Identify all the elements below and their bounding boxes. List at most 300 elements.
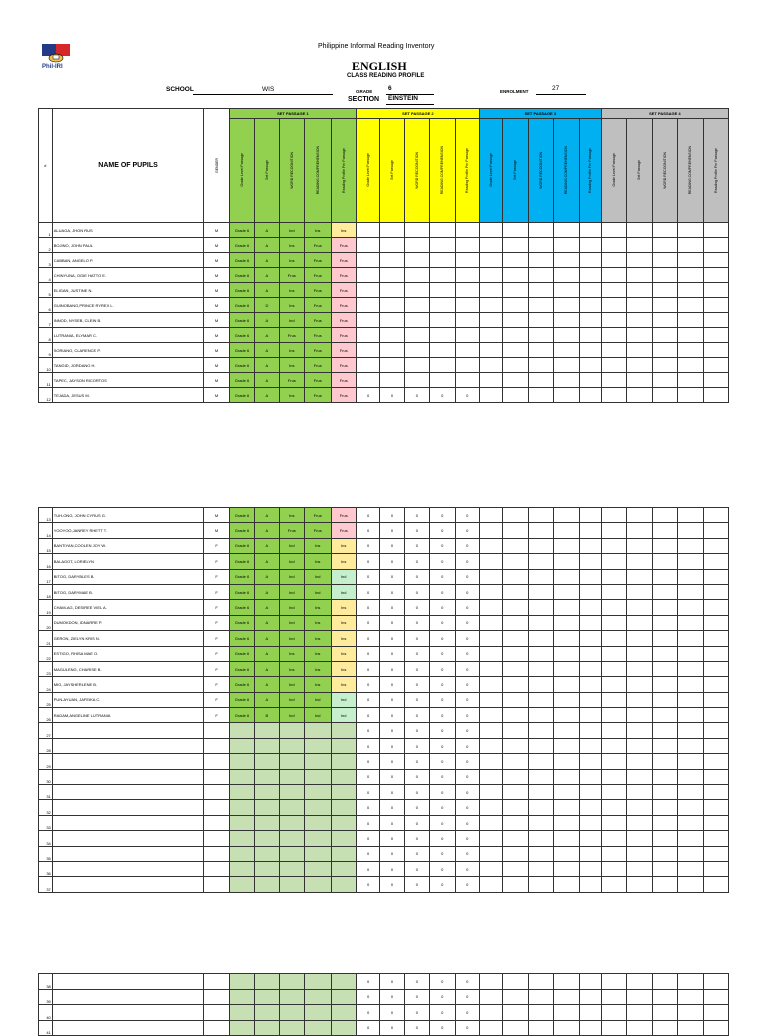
set2-cell: 0 <box>430 1005 455 1021</box>
set2-cell: 0 <box>356 677 379 692</box>
empty-cell <box>601 708 626 723</box>
empty-cell <box>503 223 528 238</box>
word-recognition-cell: Ind <box>279 677 304 692</box>
set2-cell: 0 <box>430 677 455 692</box>
empty-cell <box>627 877 652 892</box>
set-passage-cell: A <box>255 569 279 584</box>
empty-cell <box>503 388 528 403</box>
empty-cell <box>627 800 652 815</box>
reading-profile-cell <box>331 1005 356 1021</box>
empty-cell <box>703 313 729 328</box>
empty-cell <box>554 846 579 861</box>
empty-cell <box>528 861 553 876</box>
pupil-row <box>39 569 729 584</box>
pupil-row <box>39 358 729 373</box>
set-passage-2-word-recognition-header <box>404 119 429 223</box>
empty-cell <box>579 569 601 584</box>
empty-cell <box>503 815 528 830</box>
row-number: 29 <box>39 754 53 769</box>
empty-cell <box>601 388 626 403</box>
empty-cell <box>627 223 652 238</box>
sub-header-label: WORD RECOGNITION <box>414 151 419 189</box>
set-passage-4-reading-profile-header <box>703 119 729 223</box>
reading-comprehension-cell <box>305 1020 331 1036</box>
empty-cell <box>554 523 579 538</box>
pupil-row <box>39 769 729 784</box>
empty-cell <box>579 631 601 646</box>
empty-cell <box>601 815 626 830</box>
gender-cell: F <box>204 646 229 661</box>
set2-cell: 0 <box>455 989 479 1005</box>
empty-cell <box>703 388 729 403</box>
set2-cell: 0 <box>455 615 479 630</box>
reading-profile-cell: Frus <box>331 313 356 328</box>
set2-cell: 0 <box>380 661 404 676</box>
set2-cell <box>356 343 379 358</box>
empty-cell <box>503 1020 528 1036</box>
grade-level-cell: Grade 6 <box>229 661 254 676</box>
pupil-row <box>39 584 729 599</box>
gender-cell: M <box>204 253 229 268</box>
set2-cell: 0 <box>455 831 479 846</box>
grade-level-cell: Grade 6 <box>229 600 254 615</box>
empty-cell <box>528 831 553 846</box>
set2-cell <box>430 283 455 298</box>
word-recognition-cell: Ind <box>279 584 304 599</box>
reading-profile-cell: Frus <box>331 328 356 343</box>
set2-cell <box>380 358 404 373</box>
pupil-row <box>39 298 729 313</box>
reading-profile-cell: Ins <box>331 223 356 238</box>
reading-comprehension-cell <box>305 989 331 1005</box>
set2-cell: 0 <box>404 388 429 403</box>
gender-header-label: GENDER <box>214 157 219 173</box>
grade-field <box>386 85 434 95</box>
class-profile-table-3 <box>38 973 729 1036</box>
empty-cell <box>479 723 502 738</box>
set2-cell: 0 <box>380 1005 404 1021</box>
pupil-row <box>39 283 729 298</box>
empty-cell <box>678 769 703 784</box>
set-passage-4-reading-comprehension-header <box>678 119 703 223</box>
set2-cell: 0 <box>430 861 455 876</box>
set-passage-4-grade-level-passage-header <box>601 119 626 223</box>
empty-cell <box>554 569 579 584</box>
reading-profile-cell <box>331 974 356 990</box>
set2-cell: 0 <box>404 569 429 584</box>
empty-cell <box>579 313 601 328</box>
word-recognition-cell: Frus <box>279 523 304 538</box>
set-passage-cell <box>255 861 279 876</box>
empty-cell <box>627 508 652 523</box>
set2-cell: 0 <box>356 554 379 569</box>
empty-cell <box>703 661 729 676</box>
word-recognition-cell: Frus <box>279 373 304 388</box>
empty-cell <box>554 677 579 692</box>
empty-cell <box>601 846 626 861</box>
empty-cell <box>503 569 528 584</box>
set2-cell <box>430 328 455 343</box>
empty-cell <box>554 861 579 876</box>
empty-cell <box>479 754 502 769</box>
reading-profile-cell: Frus <box>331 268 356 283</box>
empty-cell <box>627 692 652 707</box>
empty-cell <box>703 584 729 599</box>
empty-cell <box>528 523 553 538</box>
set2-cell: 0 <box>455 661 479 676</box>
grade-label: GRADE <box>356 89 373 94</box>
reading-comprehension-cell: Ind <box>305 569 331 584</box>
empty-cell <box>528 328 553 343</box>
empty-cell <box>601 769 626 784</box>
logo-flag-icon <box>42 44 70 64</box>
empty-cell <box>479 358 502 373</box>
set2-cell: 0 <box>455 754 479 769</box>
sub-header-label: WORD RECOGNITION <box>289 151 294 189</box>
empty-cell <box>703 631 729 646</box>
empty-cell <box>579 538 601 553</box>
reading-profile-cell <box>331 785 356 800</box>
set-passage-cell <box>255 1005 279 1021</box>
empty-cell <box>627 677 652 692</box>
empty-cell <box>652 785 677 800</box>
empty-cell <box>479 554 502 569</box>
set-passage-cell <box>255 974 279 990</box>
set2-cell <box>455 298 479 313</box>
pupil-row <box>39 738 729 753</box>
empty-cell <box>703 1005 729 1021</box>
word-recognition-cell: Ind <box>279 708 304 723</box>
word-recognition-cell <box>279 877 304 892</box>
sub-header-label: Reading Profile Per Passage <box>588 147 593 193</box>
set-passage-cell: A <box>255 253 279 268</box>
pupil-name <box>52 846 204 861</box>
reading-comprehension-cell <box>305 861 331 876</box>
set2-cell: 0 <box>356 785 379 800</box>
empty-cell <box>554 738 579 753</box>
word-recognition-cell: Ins <box>279 508 304 523</box>
pupil-row <box>39 554 729 569</box>
row-number: 8 <box>39 328 53 343</box>
section-field <box>386 95 434 105</box>
empty-cell <box>652 615 677 630</box>
grade-level-cell: Grade 6 <box>229 646 254 661</box>
set-passage-cell: A <box>255 615 279 630</box>
word-recognition-cell: Ind <box>279 569 304 584</box>
word-recognition-cell: Ind <box>279 538 304 553</box>
grade-level-cell <box>229 861 254 876</box>
reading-comprehension-cell: Ins <box>305 661 331 676</box>
set-passage-cell: A <box>255 631 279 646</box>
empty-cell <box>503 754 528 769</box>
set2-cell: 0 <box>380 723 404 738</box>
set2-cell: 0 <box>455 569 479 584</box>
empty-cell <box>554 238 579 253</box>
row-number: 34 <box>39 831 53 846</box>
set2-cell: 0 <box>455 554 479 569</box>
set2-cell <box>380 298 404 313</box>
pupil-name: BALAGOT, LORIELYN <box>52 554 204 569</box>
empty-cell <box>554 615 579 630</box>
set2-cell: 0 <box>356 661 379 676</box>
empty-cell <box>678 989 703 1005</box>
word-recognition-cell <box>279 989 304 1005</box>
set-passage-cell: A <box>255 508 279 523</box>
pupil-name: CABBAN, ANGELO P. <box>52 253 204 268</box>
empty-cell <box>601 738 626 753</box>
empty-cell <box>703 974 729 990</box>
set2-cell: 0 <box>356 815 379 830</box>
set-passage-cell <box>255 1020 279 1036</box>
set2-cell: 0 <box>380 738 404 753</box>
empty-cell <box>579 343 601 358</box>
empty-cell <box>678 974 703 990</box>
empty-cell <box>479 283 502 298</box>
set2-cell: 0 <box>356 974 379 990</box>
empty-cell <box>479 538 502 553</box>
gender-header <box>204 109 229 223</box>
empty-cell <box>678 373 703 388</box>
empty-cell <box>503 343 528 358</box>
empty-cell <box>503 373 528 388</box>
empty-cell <box>678 631 703 646</box>
set2-cell: 0 <box>455 600 479 615</box>
empty-cell <box>652 358 677 373</box>
empty-cell <box>601 238 626 253</box>
set2-cell <box>380 313 404 328</box>
set2-cell: 0 <box>430 538 455 553</box>
row-number: 39 <box>39 989 53 1005</box>
empty-cell <box>601 615 626 630</box>
reading-comprehension-cell: Frus <box>305 283 331 298</box>
row-number: 24 <box>39 677 53 692</box>
reading-profile-cell <box>331 738 356 753</box>
gender-cell: M <box>204 343 229 358</box>
set2-cell: 0 <box>356 708 379 723</box>
word-recognition-cell <box>279 1005 304 1021</box>
empty-cell <box>503 677 528 692</box>
set2-cell: 0 <box>356 754 379 769</box>
set2-cell: 0 <box>430 1020 455 1036</box>
set-passage-3-reading-comprehension-header <box>554 119 579 223</box>
word-recognition-cell: Ins <box>279 646 304 661</box>
empty-cell <box>678 343 703 358</box>
set-passage-2-grade-level-passage-header <box>356 119 379 223</box>
sub-header-label: WORD RECOGNITION <box>538 151 543 189</box>
empty-cell <box>528 877 553 892</box>
empty-cell <box>678 1005 703 1021</box>
empty-cell <box>479 238 502 253</box>
empty-cell <box>579 815 601 830</box>
empty-cell <box>652 815 677 830</box>
empty-cell <box>703 615 729 630</box>
reading-comprehension-cell: Ins <box>305 677 331 692</box>
set2-cell: 0 <box>356 538 379 553</box>
empty-cell <box>627 328 652 343</box>
word-recognition-cell <box>279 769 304 784</box>
grade-level-cell: Grade 6 <box>229 283 254 298</box>
empty-cell <box>503 831 528 846</box>
set-passage-cell: B <box>255 708 279 723</box>
empty-cell <box>652 283 677 298</box>
reading-profile-cell: Ins <box>331 646 356 661</box>
empty-cell <box>678 268 703 283</box>
set2-cell: 0 <box>455 769 479 784</box>
pupil-name <box>52 974 204 990</box>
empty-cell <box>479 769 502 784</box>
set-passage-cell: A <box>255 661 279 676</box>
school-label: SCHOOL <box>166 86 194 93</box>
empty-cell <box>601 974 626 990</box>
empty-cell <box>703 692 729 707</box>
set2-cell: 0 <box>356 769 379 784</box>
empty-cell <box>652 313 677 328</box>
sub-header-label: WORD RECOGNITION <box>662 151 667 189</box>
empty-cell <box>678 815 703 830</box>
grade-level-cell: Grade 6 <box>229 677 254 692</box>
reading-comprehension-cell: Frus <box>305 238 331 253</box>
row-number: 13 <box>39 508 53 523</box>
word-recognition-cell: Ind <box>279 554 304 569</box>
pupil-name: SORIANO, CLARENCE P. <box>52 343 204 358</box>
reading-profile-cell: Ins <box>331 554 356 569</box>
set-passage-cell: A <box>255 554 279 569</box>
empty-cell <box>601 298 626 313</box>
empty-cell <box>627 846 652 861</box>
reading-comprehension-cell <box>305 785 331 800</box>
set2-cell: 0 <box>404 1020 429 1036</box>
empty-cell <box>528 846 553 861</box>
set-passage-2-header: SET PASSAGE 2 <box>356 109 479 119</box>
empty-cell <box>703 877 729 892</box>
empty-cell <box>601 785 626 800</box>
pupil-row <box>39 373 729 388</box>
row-number: 41 <box>39 1020 53 1036</box>
empty-cell <box>579 785 601 800</box>
empty-cell <box>579 800 601 815</box>
set-passage-cell: A <box>255 523 279 538</box>
empty-cell <box>479 692 502 707</box>
empty-cell <box>652 298 677 313</box>
empty-cell <box>652 723 677 738</box>
reading-comprehension-cell: Frus <box>305 388 331 403</box>
set-passage-cell: A <box>255 313 279 328</box>
pupil-row <box>39 815 729 830</box>
sub-header-label: READING COMPREHENSION <box>564 145 569 195</box>
empty-cell <box>554 974 579 990</box>
gender-cell: M <box>204 358 229 373</box>
set2-cell: 0 <box>404 989 429 1005</box>
empty-cell <box>479 800 502 815</box>
set2-cell: 0 <box>404 538 429 553</box>
set-passage-cell <box>255 800 279 815</box>
empty-cell <box>678 313 703 328</box>
grade-level-cell <box>229 989 254 1005</box>
set2-cell <box>404 238 429 253</box>
empty-cell <box>601 677 626 692</box>
set2-cell: 0 <box>430 508 455 523</box>
empty-cell <box>678 584 703 599</box>
pupil-row <box>39 800 729 815</box>
empty-cell <box>528 723 553 738</box>
set2-cell: 0 <box>380 815 404 830</box>
empty-cell <box>678 538 703 553</box>
set2-cell: 0 <box>404 800 429 815</box>
set2-cell <box>404 223 429 238</box>
row-number: 28 <box>39 738 53 753</box>
empty-cell <box>503 508 528 523</box>
set2-cell: 0 <box>380 708 404 723</box>
empty-cell <box>528 373 553 388</box>
set2-cell: 0 <box>404 877 429 892</box>
empty-cell <box>528 815 553 830</box>
pupil-name: BITOG, DARYMAE B. <box>52 584 204 599</box>
set-passage-cell: A <box>255 283 279 298</box>
word-recognition-cell: Ind <box>279 223 304 238</box>
empty-cell <box>579 661 601 676</box>
gender-cell: M <box>204 268 229 283</box>
empty-cell <box>703 283 729 298</box>
set2-cell <box>356 373 379 388</box>
subject-title: ENGLISH <box>352 59 407 73</box>
set2-cell: 0 <box>380 538 404 553</box>
set2-cell: 0 <box>430 877 455 892</box>
empty-cell <box>579 253 601 268</box>
set2-cell: 0 <box>356 692 379 707</box>
empty-cell <box>479 268 502 283</box>
set2-cell: 0 <box>380 584 404 599</box>
grade-level-cell <box>229 754 254 769</box>
gender-cell <box>204 877 229 892</box>
empty-cell <box>479 738 502 753</box>
empty-cell <box>528 343 553 358</box>
empty-cell <box>503 661 528 676</box>
empty-cell <box>503 600 528 615</box>
set2-cell: 0 <box>430 738 455 753</box>
set-passage-2-reading-comprehension-header <box>430 119 455 223</box>
set2-cell: 0 <box>380 877 404 892</box>
empty-cell <box>579 508 601 523</box>
empty-cell <box>678 328 703 343</box>
set2-cell: 0 <box>404 974 429 990</box>
empty-cell <box>479 989 502 1005</box>
set2-cell <box>430 298 455 313</box>
empty-cell <box>579 989 601 1005</box>
set2-cell <box>380 238 404 253</box>
empty-cell <box>503 708 528 723</box>
empty-cell <box>528 538 553 553</box>
row-number: 17 <box>39 569 53 584</box>
set2-cell: 0 <box>430 631 455 646</box>
pupil-name: CHINYUNA, OGIE HATTO E. <box>52 268 204 283</box>
set2-cell <box>430 223 455 238</box>
row-number: 37 <box>39 877 53 892</box>
empty-cell <box>503 253 528 268</box>
empty-cell <box>703 800 729 815</box>
empty-cell <box>503 268 528 283</box>
set2-cell <box>356 313 379 328</box>
reading-profile-cell: Frus <box>331 298 356 313</box>
set2-cell <box>356 328 379 343</box>
gender-cell: M <box>204 283 229 298</box>
empty-cell <box>652 268 677 283</box>
empty-cell <box>503 989 528 1005</box>
section-value: EINSTEIN <box>388 95 418 102</box>
word-recognition-cell <box>279 1020 304 1036</box>
set-passage-cell: A <box>255 538 279 553</box>
set2-cell: 0 <box>380 974 404 990</box>
grade-level-cell: Grade 6 <box>229 343 254 358</box>
